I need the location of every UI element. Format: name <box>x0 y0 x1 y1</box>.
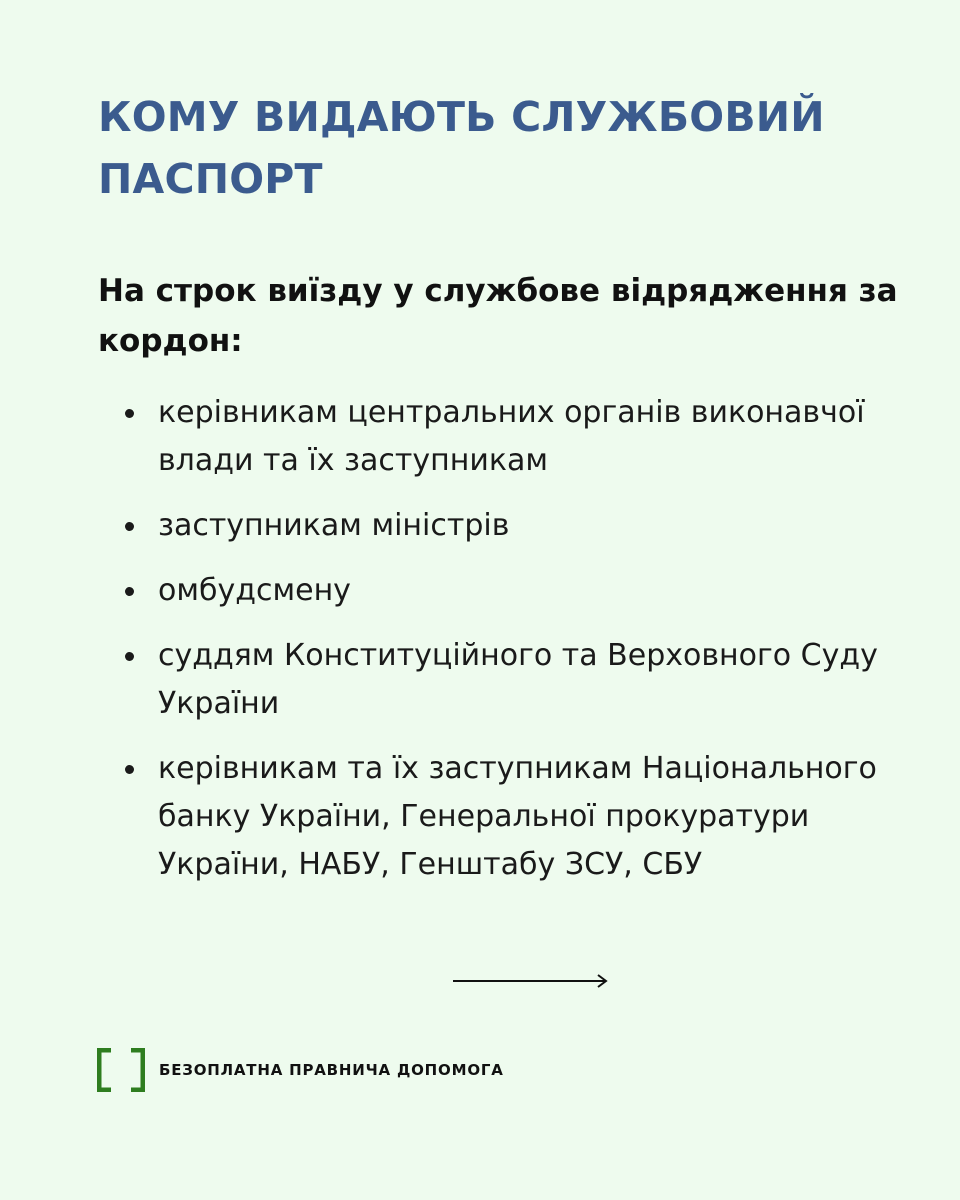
bullet-icon <box>125 652 134 661</box>
logo <box>97 1048 504 1092</box>
list-item-text: керівникам центральних органів виконавчої влади та їх заступникам <box>158 395 865 478</box>
bullet-icon <box>125 587 134 596</box>
list-item <box>125 389 905 485</box>
logo-text: БЕЗОПЛАТНА ПРАВНИЧА ДОПОМОГА <box>159 1061 504 1079</box>
bullet-icon <box>125 522 134 531</box>
bullet-icon <box>125 409 134 418</box>
list-item-text: омбудсмену <box>158 573 351 608</box>
list-item <box>125 745 905 889</box>
list-item <box>125 632 905 728</box>
list-item <box>125 567 905 615</box>
bracket-logo-icon <box>97 1048 145 1092</box>
page-title: КОМУ ВИДАЮТЬ СЛУЖБОВИЙ ПАСПОРТ <box>98 93 825 203</box>
list-item-text: керівникам та їх заступникам Національного банку України, Генеральної прокуратури України, НАБУ, Генштабу ЗСУ, СБУ <box>158 751 877 882</box>
list-item-text: суддям Конституційного та Верховного Суду України <box>158 638 878 721</box>
subtitle: На строк виїзду у службове відрядження за кордон: <box>98 273 898 359</box>
bullet-icon <box>125 765 134 774</box>
list-item-text: заступникам міністрів <box>158 508 510 543</box>
arrow-right-icon[interactable] <box>453 971 608 991</box>
recipient-list <box>125 389 905 906</box>
list-item <box>125 502 905 550</box>
